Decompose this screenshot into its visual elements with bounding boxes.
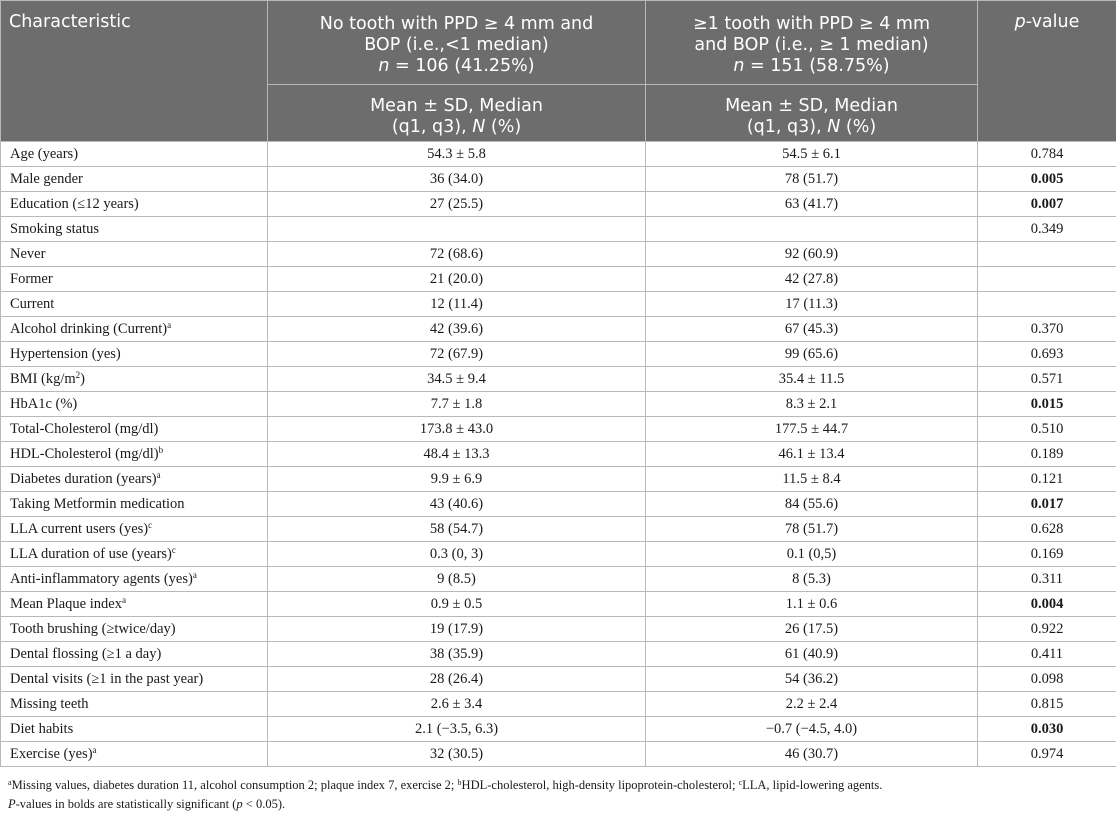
row-p-value: 0.169 <box>978 542 1116 567</box>
row-value-group2: 67 (45.3) <box>646 317 978 342</box>
row-value-group2: 0.1 (0,5) <box>646 542 978 567</box>
row-p-value <box>978 267 1116 292</box>
row-value-group1: 2.6 ± 3.4 <box>268 692 646 717</box>
row-value-group1 <box>268 217 646 242</box>
row-p-value <box>978 242 1116 267</box>
row-p-value: 0.628 <box>978 517 1116 542</box>
row-value-group2: 17 (11.3) <box>646 292 978 317</box>
row-p-value: 0.007 <box>978 192 1116 217</box>
row-p-value: 0.571 <box>978 367 1116 392</box>
row-label: Total-Cholesterol (mg/dl) <box>1 417 268 442</box>
table-row <box>1 492 1116 517</box>
row-value-group1: 42 (39.6) <box>268 317 646 342</box>
row-p-value: 0.015 <box>978 392 1116 417</box>
row-value-group2: 2.2 ± 2.4 <box>646 692 978 717</box>
header-p-value: p-value <box>978 1 1116 142</box>
row-value-group1: 0.9 ± 0.5 <box>268 592 646 617</box>
table-row <box>1 692 1116 717</box>
row-label: Taking Metformin medication <box>1 492 268 517</box>
table-row <box>1 517 1116 542</box>
row-value-group1: 27 (25.5) <box>268 192 646 217</box>
row-value-group1: 28 (26.4) <box>268 667 646 692</box>
table-row <box>1 717 1116 742</box>
row-value-group2: 61 (40.9) <box>646 642 978 667</box>
row-p-value: 0.922 <box>978 617 1116 642</box>
row-p-value: 0.017 <box>978 492 1116 517</box>
row-value-group2: 8 (5.3) <box>646 567 978 592</box>
table-row <box>1 592 1116 617</box>
table-row <box>1 742 1116 767</box>
row-value-group2: 35.4 ± 11.5 <box>646 367 978 392</box>
row-value-group2: 78 (51.7) <box>646 167 978 192</box>
row-p-value: 0.411 <box>978 642 1116 667</box>
table-row <box>1 467 1116 492</box>
row-p-value: 0.030 <box>978 717 1116 742</box>
row-p-value: 0.311 <box>978 567 1116 592</box>
row-label: Smoking status <box>1 217 268 242</box>
row-value-group2: 26 (17.5) <box>646 617 978 642</box>
table-row <box>1 667 1116 692</box>
row-label: Former <box>1 267 268 292</box>
table-row <box>1 142 1116 167</box>
row-value-group2: 92 (60.9) <box>646 242 978 267</box>
row-label: LLA current users (yes)$^c$ <box>1 517 268 542</box>
table-header <box>1 1 1116 142</box>
row-p-value: 0.784 <box>978 142 1116 167</box>
footnote-line-1: $^a$Missing values, diabetes duration 11, alcohol consumption 2; plaque index 7, exercise 2; $^b$HDL-cholesterol, high-density lipoprotein-cholesterol; $^c$LLA, lipid-lowering agents. <box>8 778 883 792</box>
row-value-group2 <box>646 217 978 242</box>
row-label: Diabetes duration (years)$^a$ <box>1 467 268 492</box>
header-group-no-tooth: No tooth with PPD ≥ 4 mm and BOP (i.e.,<1 median) n = 106 (41.25%) <box>268 1 646 85</box>
row-value-group1: 9 (8.5) <box>268 567 646 592</box>
table-row <box>1 167 1116 192</box>
row-value-group1: 72 (67.9) <box>268 342 646 367</box>
row-value-group2: 63 (41.7) <box>646 192 978 217</box>
header-stats-group2: Mean ± SD, Median (q1, q3), N (%) <box>646 85 978 142</box>
table-row <box>1 242 1116 267</box>
row-value-group1: 43 (40.6) <box>268 492 646 517</box>
row-label: HbA1c (%) <box>1 392 268 417</box>
row-value-group2: 177.5 ± 44.7 <box>646 417 978 442</box>
row-label: Mean Plaque index$^a$ <box>1 592 268 617</box>
row-label: Age (years) <box>1 142 268 167</box>
row-value-group1: 36 (34.0) <box>268 167 646 192</box>
row-label: Missing teeth <box>1 692 268 717</box>
row-p-value <box>978 292 1116 317</box>
row-label: Education (≤12 years) <box>1 192 268 217</box>
row-value-group2: 46 (30.7) <box>646 742 978 767</box>
row-value-group2: 54.5 ± 6.1 <box>646 142 978 167</box>
table-body <box>1 142 1116 767</box>
table-row <box>1 292 1116 317</box>
row-p-value: 0.004 <box>978 592 1116 617</box>
row-value-group2: 1.1 ± 0.6 <box>646 592 978 617</box>
row-label: Exercise (yes)$^a$ <box>1 742 268 767</box>
row-label: Dental flossing (≥1 a day) <box>1 642 268 667</box>
row-p-value: 0.121 <box>978 467 1116 492</box>
row-value-group1: 2.1 (−3.5, 6.3) <box>268 717 646 742</box>
row-value-group2: 42 (27.8) <box>646 267 978 292</box>
row-label: Alcohol drinking (Current)$^a$ <box>1 317 268 342</box>
row-label: Diet habits <box>1 717 268 742</box>
row-value-group1: 54.3 ± 5.8 <box>268 142 646 167</box>
table-row <box>1 392 1116 417</box>
row-value-group1: 72 (68.6) <box>268 242 646 267</box>
row-value-group2: 78 (51.7) <box>646 517 978 542</box>
row-value-group1: 21 (20.0) <box>268 267 646 292</box>
table-row <box>1 342 1116 367</box>
row-value-group2: 46.1 ± 13.4 <box>646 442 978 467</box>
table-row <box>1 217 1116 242</box>
table-row <box>1 367 1116 392</box>
table-footnote <box>8 776 1108 814</box>
row-label: Never <box>1 242 268 267</box>
row-p-value: 0.005 <box>978 167 1116 192</box>
row-p-value: 0.098 <box>978 667 1116 692</box>
row-p-value: 0.189 <box>978 442 1116 467</box>
row-label: Anti-inflammatory agents (yes)$^a$ <box>1 567 268 592</box>
table-row <box>1 542 1116 567</box>
row-p-value: 0.815 <box>978 692 1116 717</box>
row-label: Dental visits (≥1 in the past year) <box>1 667 268 692</box>
row-value-group2: 54 (36.2) <box>646 667 978 692</box>
table-row <box>1 417 1116 442</box>
row-label: Hypertension (yes) <box>1 342 268 367</box>
table-row <box>1 617 1116 642</box>
header-stats-group1: Mean ± SD, Median (q1, q3), N (%) <box>268 85 646 142</box>
footnote-line-2: P-values in bolds are statistically significant (p < 0.05). <box>8 797 286 811</box>
row-value-group1: 38 (35.9) <box>268 642 646 667</box>
row-label: Tooth brushing (≥twice/day) <box>1 617 268 642</box>
header-characteristic: Characteristic <box>1 1 268 142</box>
row-p-value: 0.349 <box>978 217 1116 242</box>
table-row <box>1 267 1116 292</box>
row-value-group1: 32 (30.5) <box>268 742 646 767</box>
row-value-group1: 9.9 ± 6.9 <box>268 467 646 492</box>
row-value-group2: −0.7 (−4.5, 4.0) <box>646 717 978 742</box>
row-label: Current <box>1 292 268 317</box>
row-p-value: 0.370 <box>978 317 1116 342</box>
row-value-group1: 34.5 ± 9.4 <box>268 367 646 392</box>
row-value-group1: 58 (54.7) <box>268 517 646 542</box>
row-value-group2: 99 (65.6) <box>646 342 978 367</box>
row-p-value: 0.693 <box>978 342 1116 367</box>
row-label: BMI $(kg/m^2)$ <box>1 367 268 392</box>
row-value-group1: 19 (17.9) <box>268 617 646 642</box>
row-value-group2: 8.3 ± 2.1 <box>646 392 978 417</box>
header-group-one-or-more: ≥1 tooth with PPD ≥ 4 mm and BOP (i.e., ≥ 1 median) n = 151 (58.75%) <box>646 1 978 85</box>
table-row <box>1 317 1116 342</box>
row-value-group2: 84 (55.6) <box>646 492 978 517</box>
table-row <box>1 642 1116 667</box>
row-label: Male gender <box>1 167 268 192</box>
row-value-group1: 173.8 ± 43.0 <box>268 417 646 442</box>
row-value-group1: 48.4 ± 13.3 <box>268 442 646 467</box>
row-value-group2: 11.5 ± 8.4 <box>646 467 978 492</box>
row-value-group1: 0.3 (0, 3) <box>268 542 646 567</box>
table-row <box>1 192 1116 217</box>
row-p-value: 0.974 <box>978 742 1116 767</box>
table-row <box>1 442 1116 467</box>
row-label: LLA duration of use (years)$^c$ <box>1 542 268 567</box>
row-label: HDL-Cholesterol $(mg/dl)^b$ <box>1 442 268 467</box>
row-value-group1: 12 (11.4) <box>268 292 646 317</box>
row-value-group1: 7.7 ± 1.8 <box>268 392 646 417</box>
table-row <box>1 567 1116 592</box>
row-p-value: 0.510 <box>978 417 1116 442</box>
